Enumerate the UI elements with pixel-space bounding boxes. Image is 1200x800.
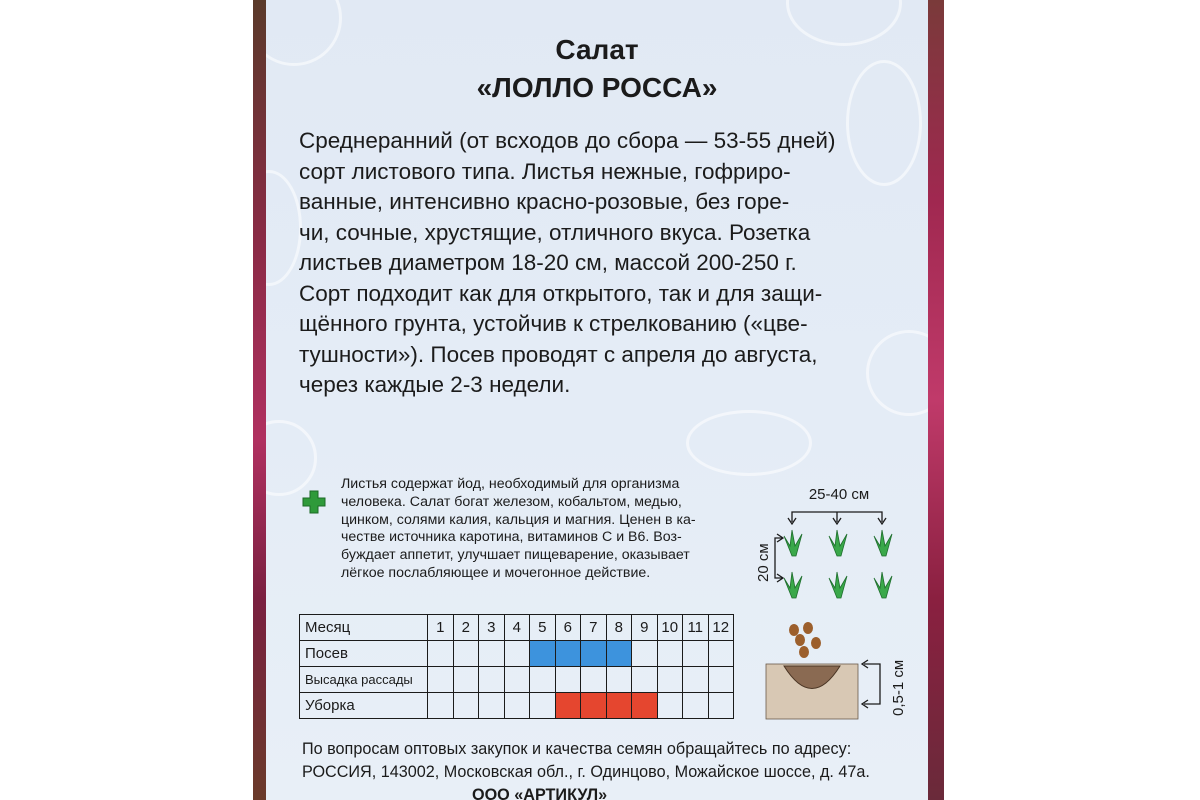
packet-left-edge bbox=[253, 0, 267, 800]
description-line: тушности»). Посев проводят с апреля до августа, bbox=[299, 341, 818, 367]
calendar-cell bbox=[683, 641, 709, 667]
calendar-cell bbox=[479, 641, 505, 667]
seed-packet-back bbox=[266, 0, 928, 800]
description-line: чи, сочные, хрустящие, отличного вкуса. Розетка bbox=[299, 219, 811, 245]
seedling-icon bbox=[874, 572, 892, 598]
calendar-cell bbox=[708, 693, 734, 719]
calendar-cell bbox=[428, 667, 454, 693]
calendar-cell bbox=[632, 641, 658, 667]
description-line: сорт листового типа. Листья нежные, гофриро- bbox=[299, 158, 791, 184]
contact-info bbox=[302, 738, 870, 800]
calendar-cell bbox=[657, 641, 683, 667]
decor-shape bbox=[266, 420, 317, 496]
calendar-cell bbox=[504, 641, 530, 667]
calendar-row bbox=[300, 641, 734, 667]
benefits-line: лёгкое послабляющее и мочегонное действие. bbox=[341, 564, 651, 581]
calendar-period-cell bbox=[581, 693, 607, 719]
calendar-period-cell bbox=[606, 641, 632, 667]
seedling-icon bbox=[874, 530, 892, 556]
benefits-note bbox=[341, 476, 741, 583]
calendar-period-cell bbox=[581, 641, 607, 667]
packet-right-edge bbox=[928, 0, 944, 800]
calendar-cell bbox=[708, 641, 734, 667]
calendar-cell bbox=[606, 667, 632, 693]
calendar-month-header: 9 bbox=[632, 615, 658, 641]
seedling-icon bbox=[829, 530, 847, 556]
calendar-cell bbox=[453, 641, 479, 667]
calendar-month-header: 4 bbox=[504, 615, 530, 641]
calendar-cell bbox=[504, 693, 530, 719]
benefits-line: честве источника каротина, витаминов С и В6. Воз- bbox=[341, 529, 682, 546]
calendar-cell bbox=[479, 693, 505, 719]
benefits-line: человека. Салат богат железом, кобальтом, медью, bbox=[341, 493, 682, 510]
calendar-month-header: 5 bbox=[530, 615, 556, 641]
benefits-line: Листья содержат йод, необходимый для организма bbox=[341, 476, 680, 492]
calendar-cell bbox=[504, 667, 530, 693]
product-name: «ЛОЛЛО РОССА» bbox=[476, 72, 718, 103]
planting-scheme-diagram bbox=[752, 480, 912, 610]
description-line: ванные, интенсивно красно-розовые, без горе- bbox=[299, 189, 790, 214]
calendar-header-row bbox=[300, 615, 734, 641]
calendar-cell bbox=[428, 641, 454, 667]
benefits-line: цинком, солями калия, кальция и магния. Ценен в ка- bbox=[341, 511, 696, 528]
calendar-month-header: 7 bbox=[581, 615, 607, 641]
calendar-row bbox=[300, 693, 734, 719]
calendar-period-cell bbox=[555, 693, 581, 719]
calendar-cell bbox=[530, 693, 556, 719]
calendar-cell bbox=[683, 693, 709, 719]
calendar-cell bbox=[453, 693, 479, 719]
calendar-cell bbox=[453, 667, 479, 693]
sowing-depth-label: 0,5-1 см bbox=[890, 659, 907, 716]
calendar-month-header: 10 bbox=[657, 615, 683, 641]
calendar-cell bbox=[530, 667, 556, 693]
calendar-month-header: 8 bbox=[606, 615, 632, 641]
row-spacing-label: 25-40 см bbox=[808, 486, 870, 503]
calendar-row-label: Посев bbox=[300, 641, 428, 667]
description-line: Среднеранний (от всходов до сбора — 53-55 дней) bbox=[299, 128, 836, 153]
calendar-cell bbox=[632, 667, 658, 693]
calendar-period-cell bbox=[530, 641, 556, 667]
seedling-icon bbox=[784, 530, 802, 556]
company-name: ООО «АРТИКУЛ» bbox=[472, 786, 608, 800]
description-line: листьев диаметром 18-20 см, массой 200-250 г. bbox=[299, 250, 797, 275]
calendar-month-header: 2 bbox=[453, 615, 479, 641]
seedling-icon bbox=[829, 572, 847, 598]
calendar-month-header: 1 bbox=[428, 615, 454, 641]
calendar-row-label: Уборка bbox=[300, 693, 428, 719]
plus-icon bbox=[302, 490, 326, 514]
sowing-calendar bbox=[299, 614, 734, 719]
calendar-row-label: Высадка рассады bbox=[300, 667, 428, 693]
calendar-month-header: 3 bbox=[479, 615, 505, 641]
contact-line: РОССИЯ, 143002, Московская обл., г. Одинцово, Можайское шоссе, д. 47а. bbox=[302, 763, 870, 781]
calendar-month-header: 12 bbox=[708, 615, 734, 641]
benefits-line: буждает аппетит, улучшает пищеварение, оказывает bbox=[341, 547, 690, 564]
seed-icon bbox=[811, 637, 821, 649]
calendar-header-label: Месяц bbox=[300, 615, 428, 641]
description-line: Сорт подходит как для открытого, так и для защи- bbox=[299, 280, 823, 306]
calendar-cell bbox=[479, 667, 505, 693]
calendar-cell bbox=[581, 667, 607, 693]
description-line: щённого грунта, устойчив к стрелкованию («цве- bbox=[299, 311, 808, 336]
description bbox=[299, 126, 907, 401]
calendar-row bbox=[300, 667, 734, 693]
calendar-cell bbox=[683, 667, 709, 693]
calendar-cell bbox=[657, 693, 683, 719]
decor-shape bbox=[686, 410, 812, 476]
seedling-icon bbox=[784, 572, 802, 598]
calendar-month-header: 11 bbox=[683, 615, 709, 641]
product-type: Салат bbox=[555, 34, 639, 65]
description-line: через каждые 2-3 недели. bbox=[299, 372, 571, 397]
sowing-depth-diagram bbox=[764, 616, 914, 726]
decor-shape bbox=[266, 170, 302, 286]
calendar-cell bbox=[555, 667, 581, 693]
seed-icon bbox=[795, 634, 805, 646]
contact-line: По вопросам оптовых закупок и качества семян обращайтесь по адресу: bbox=[302, 740, 852, 758]
plant-spacing-label: 20 см bbox=[755, 543, 772, 582]
seed-icon bbox=[803, 622, 813, 634]
seed-icon bbox=[789, 624, 799, 636]
calendar-cell bbox=[428, 693, 454, 719]
calendar-cell bbox=[657, 667, 683, 693]
calendar-period-cell bbox=[555, 641, 581, 667]
calendar-month-header: 6 bbox=[555, 615, 581, 641]
seed-icon bbox=[799, 646, 809, 658]
calendar-cell bbox=[708, 667, 734, 693]
calendar-period-cell bbox=[632, 693, 658, 719]
calendar-period-cell bbox=[606, 693, 632, 719]
